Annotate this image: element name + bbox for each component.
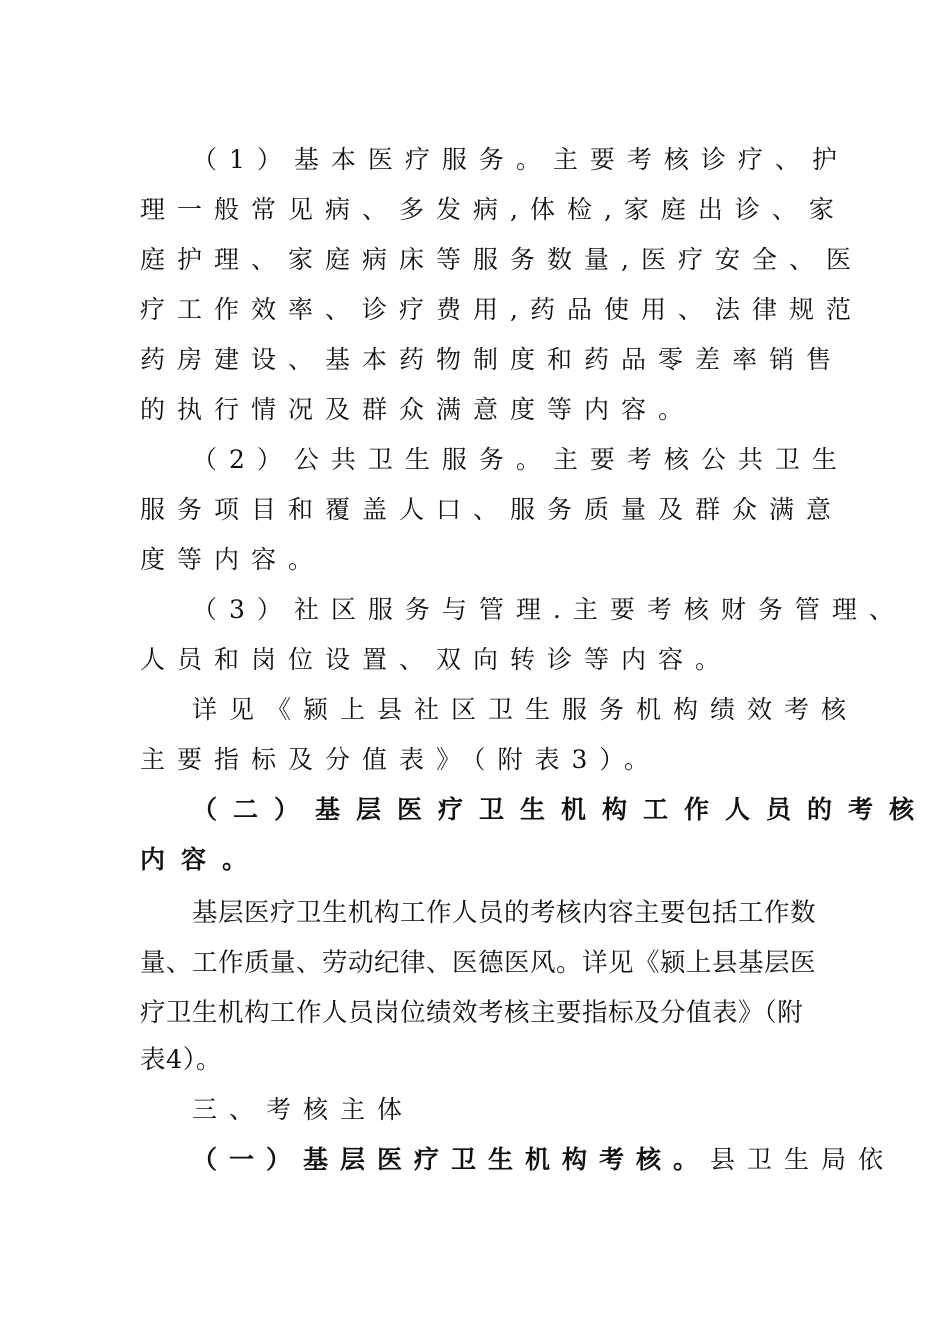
text-line: （2）公共卫生服务。主要考核公共卫生 [192, 445, 849, 474]
text-line: 药房建设、基本药物制度和药品零差率销售 [140, 345, 844, 374]
text-line [192, 1140, 896, 1180]
text-line: 详见《颍上县社区卫生服务机构绩效考核 [192, 695, 859, 724]
text-line: 量、工作质量、劳动纪律、医德医风。详见《颍上县基层医 [140, 948, 817, 978]
text-line: 疗卫生机构工作人员岗位绩效考核主要指标及分值表》（附 [140, 998, 804, 1028]
text-line: 人员和岗位设置、双向转诊等内容。 [140, 645, 733, 674]
section-heading: （二）基层医疗卫生机构工作人员的考核 [192, 795, 931, 824]
text-line: 服务项目和覆盖人口、服务质量及群众满意 [140, 495, 844, 524]
text-line: 的执行情况及群众满意度等内容。 [140, 395, 696, 424]
text-line: 理一般常见病、多发病,体检,家庭出诊、家 [140, 195, 846, 224]
text-line: （3）社区服务与管理.主要考核财务管理、 [192, 595, 906, 624]
text-line: （1）基本医疗服务。主要考核诊疗、护 [192, 145, 849, 174]
section-heading: 内容。 [140, 845, 264, 874]
section-heading: 三、考核主体 [192, 1095, 415, 1124]
text-line: 庭护理、家庭病床等服务数量,医疗安全、医 [140, 245, 863, 274]
text-line: 基层医疗卫生机构工作人员的考核内容主要包括工作数 [192, 898, 817, 928]
text-line: 表4）。 [140, 1045, 222, 1075]
text-line: 主要指标及分值表》（附表3）。 [140, 745, 661, 774]
text-line: 疗工作效率、诊疗费用,药品使用、法律规范 [140, 295, 863, 324]
inline-heading: （一）基层医疗卫生机构考核。 [192, 1145, 711, 1174]
text-line: 度等内容。 [140, 545, 326, 574]
inline-text: 县卫生局依 [710, 1145, 896, 1174]
